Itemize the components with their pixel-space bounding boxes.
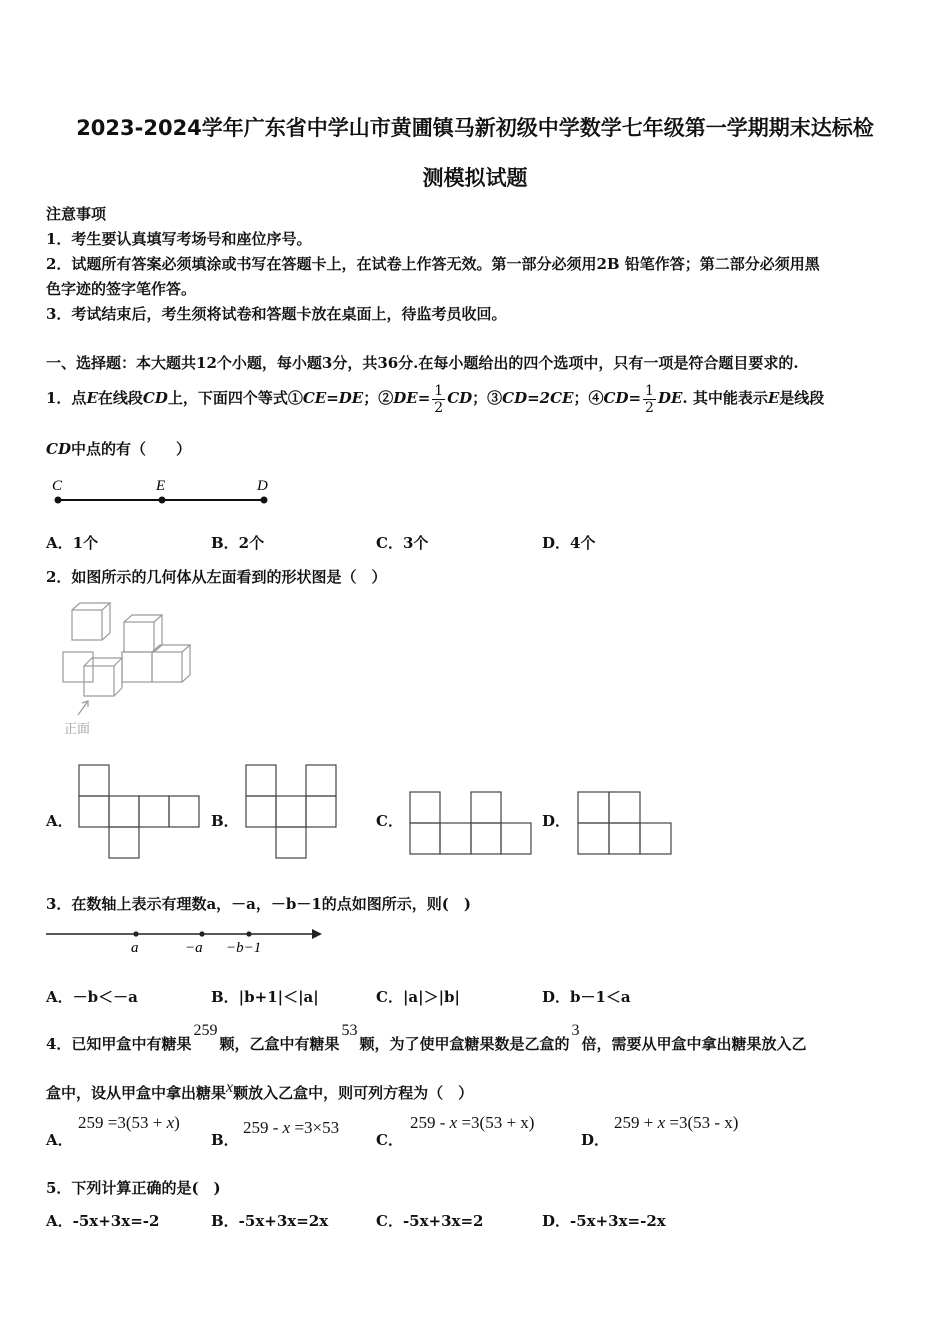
option-c[interactable]: C．|a|＞|b| [376,988,460,1006]
point-neg-b-minus-1 [246,931,251,936]
notice-heading: 注意事项 [46,205,107,223]
fraction: $\frac{1}{2}$ [434,382,444,416]
point-neg-a [199,931,204,936]
option-c-figure [408,790,534,858]
question-3-stem: 3．在数轴上表示有理数a，－a，－b－1的点如图所示，则( ) [46,895,471,913]
option-d[interactable]: D．4个 [542,534,596,552]
point-c [55,497,62,504]
notice-item: 色字迹的签字笔作答。 [46,280,197,298]
number-line [44,922,326,960]
point-label: −a [185,940,203,956]
arrow-icon [312,929,322,939]
option-a-figure [77,763,202,861]
point-label: D [257,478,268,494]
option-c[interactable]: C．-5x+3x=2 [376,1212,484,1230]
option-d-equation: 259 + x =3(53 - x) [614,1113,739,1132]
point-label: C [52,478,63,494]
point-label: a [131,940,139,956]
fraction: $\frac{1}{2}$ [645,382,654,416]
option-b[interactable]: B． [211,812,239,830]
option-b[interactable]: B．|b+1|＜|a| [211,988,319,1006]
option-c[interactable]: C．3个 [376,534,429,552]
point-e [159,497,166,504]
option-b-equation: 259 - x =3×53 [243,1118,340,1137]
question-5-stem: 5．下列计算正确的是( ) [46,1179,221,1197]
option-b[interactable]: B．-5x+3x=2x [211,1212,329,1230]
option-c-equation: 259 - x =3(53 + x) [410,1113,535,1132]
segment-figure [46,475,276,515]
question-1-stem: 1．点E在线段CD上，下面四个等式①CE=DE；②DE= $\frac{1}{2}$ CD；③CD=2CE；④CD= $\frac{1}{2}$ DE. 其中能表示E是线段 [46,382,825,416]
option-a[interactable]: A．-5x+3x=-2 [46,1212,160,1230]
option-d[interactable]: D． [542,812,571,830]
section-heading: 一、选择题：本大题共12个小题，每小题3分，共36分.在每小题给出的四个选项中，只有一项是符合题目要求的. [46,354,799,372]
option-d[interactable]: D． [581,1131,610,1149]
question-1-stem-line2: CD中点的有（ ） [46,440,191,458]
notice-item: 2．试题所有答案必须填涂或书写在答题卡上，在试卷上作答无效。第一部分必须用2B 铅笔作答；第二部分必须用黑 [46,255,820,273]
option-d[interactable]: D．-5x+3x=-2x [542,1212,666,1230]
question-4-stem: 4．已知甲盒中有糖果259颗，乙盒中有糖果53颗，为了使甲盒糖果数是乙盒的3倍，需要从甲盒中拿出糖果放入乙 [46,1022,807,1053]
option-a[interactable]: A． [46,812,73,830]
page-title-line2: 测模拟试题 [422,166,528,190]
option-b[interactable]: B． [211,1131,239,1149]
solid-figure [58,600,198,745]
point-label: E [156,478,166,494]
option-c[interactable]: C． [376,1131,403,1149]
notice-item: 1．考生要认真填写考场号和座位序号。 [46,230,312,248]
front-label: 正面 [64,721,91,736]
option-a-equation: 259 =3(53 + x) [78,1113,180,1132]
option-b-figure [244,763,340,861]
option-a[interactable]: A．1个 [46,534,99,552]
option-a[interactable]: A． [46,1131,73,1149]
notice-item: 3．考试结束后，考生须将试卷和答题卡放在桌面上，待监考员收回。 [46,305,507,323]
option-c[interactable]: C． [376,812,403,830]
question-2-stem: 2．如图所示的几何体从左面看到的形状图是（ ） [46,568,387,586]
option-d-figure [576,790,674,858]
question-4-stem-line2: 盒中，设从甲盒中拿出糖果x颗放入乙盒中，则可列方程为（ ） [46,1079,474,1102]
option-d[interactable]: D．b－1＜a [542,988,631,1006]
point-label: −b−1 [226,940,262,956]
page-title: 2023-2024学年广东省中学山市黄圃镇马新初级中学数学七年级第一学期期末达标检 [76,116,874,140]
option-b[interactable]: B．2个 [211,534,265,552]
point-d [261,497,268,504]
point-a [133,931,138,936]
option-a[interactable]: A．－b＜－a [46,988,138,1006]
